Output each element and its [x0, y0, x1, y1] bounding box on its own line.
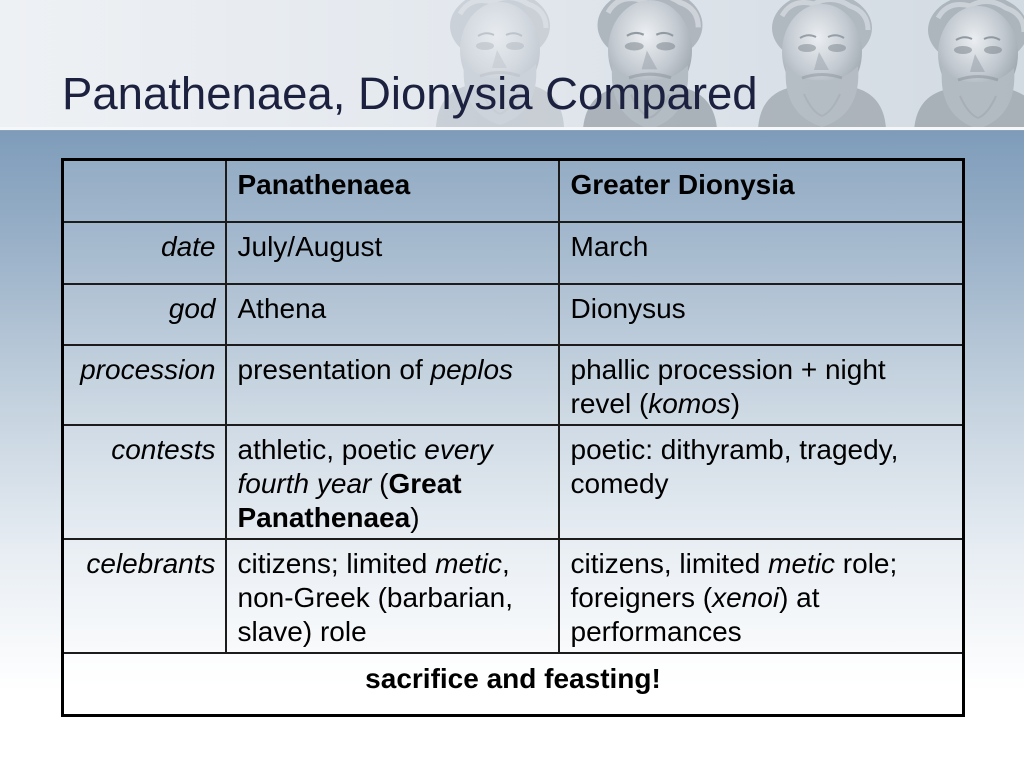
slide-header [0, 0, 1024, 127]
row-label-contests: contests [63, 425, 226, 539]
table-row-contests [63, 425, 964, 539]
cell-text: citizens; limited [237, 547, 436, 579]
cell-text: July/August [237, 230, 383, 262]
cell-text-bold: Great Panathenaea [237, 467, 462, 533]
column-header-panathenaea: Panathenaea [226, 160, 559, 222]
table-header-row [63, 160, 964, 222]
cell-text-italic: xenoi [712, 581, 780, 613]
table-footer-row [63, 653, 964, 716]
comparison-table [61, 158, 965, 717]
cell-text: phallic procession + night revel ( [570, 353, 886, 419]
cell-text: presentation of [237, 353, 431, 385]
cell-dionysia-god [559, 284, 964, 345]
cell-text: ) at performances [570, 581, 820, 647]
cell-text: ( [371, 467, 389, 499]
cell-panathenaea-date [226, 222, 559, 284]
cell-text-italic: metic [435, 547, 503, 579]
table-row-celebrants [63, 539, 964, 653]
cell-text: poetic: dithyramb, tragedy, comedy [570, 433, 899, 499]
cell-text: Athena [237, 292, 327, 324]
cell-panathenaea-god [226, 284, 559, 345]
row-label-celebrants: celebrants [63, 539, 226, 653]
table-row-god [63, 284, 964, 345]
cell-text: citizens, limited [570, 547, 769, 579]
table-footer-text: sacrifice and feasting! [63, 653, 964, 716]
table-row-procession [63, 345, 964, 425]
row-label-god: god [63, 284, 226, 345]
cell-text: Dionysus [570, 292, 686, 324]
slide-title: Panathenaea, Dionysia Compared [62, 68, 758, 119]
cell-panathenaea-procession [226, 345, 559, 425]
cell-text: ) [410, 501, 420, 533]
cell-dionysia-procession [559, 345, 964, 425]
cell-panathenaea-celebrants [226, 539, 559, 653]
cell-text-italic: peplos [430, 353, 514, 385]
cell-text-italic: every fourth year [237, 433, 493, 499]
cell-dionysia-date [559, 222, 964, 284]
corner-cell [63, 160, 226, 222]
table-row-date [63, 222, 964, 284]
cell-text-italic: komos [648, 387, 731, 419]
column-header-greater-dionysia: Greater Dionysia [559, 160, 964, 222]
cell-text: ) [730, 387, 741, 419]
row-label-date: date [63, 222, 226, 284]
cell-dionysia-contests [559, 425, 964, 539]
cell-dionysia-celebrants [559, 539, 964, 653]
cell-panathenaea-contests [226, 425, 559, 539]
cell-text: March [570, 230, 649, 262]
cell-text: role; foreigners ( [570, 547, 898, 613]
cell-text: , non-Greek (barbarian, slave) role [237, 547, 513, 647]
cell-text-italic: metic [768, 547, 836, 579]
row-label-procession: procession [63, 345, 226, 425]
cell-text: athletic, poetic [237, 433, 425, 465]
